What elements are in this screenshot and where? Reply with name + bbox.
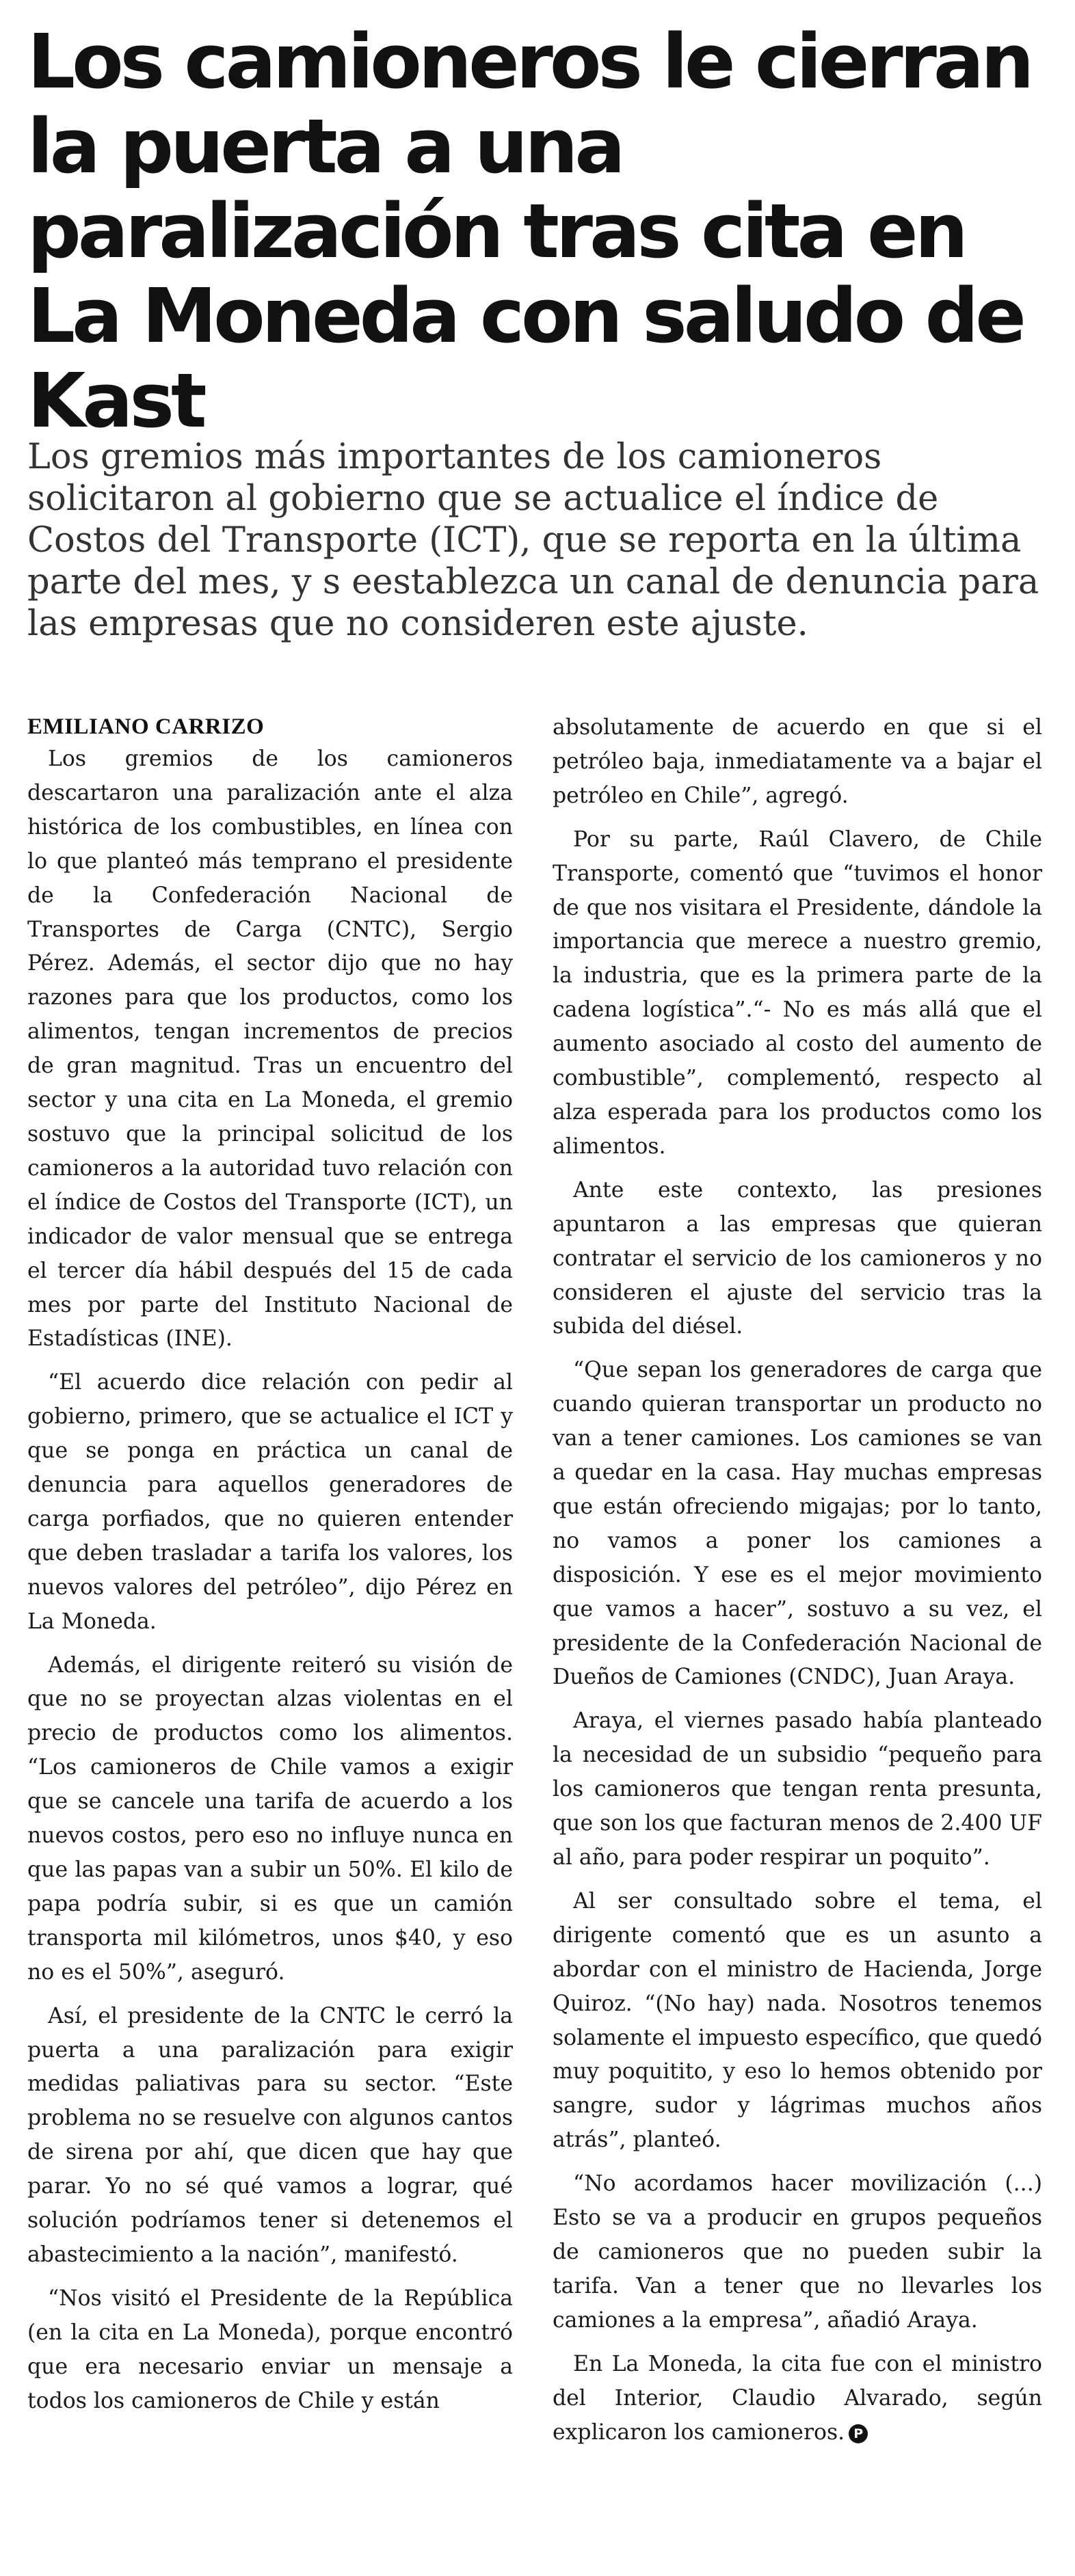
article-paragraph: Al ser consultado sobre el tema, el dirigente comentó que es un asunto a abordar con el ministro de Hacienda, Jorge Quiroz. “(No hay) nada. Nosotros tenemos solamente el impuesto específico, que quedó muy poquitito, y eso lo hemos obtenido por sangre, sudor y lágrimas muchos años atrás”, planteó.: [553, 1888, 1042, 2153]
article-paragraph: “Nos visitó el Presidente de la República (en la cita en La Moneda), porque encontró que era necesario enviar un mensaje a todos los camioneros de Chile y están: [27, 2285, 513, 2413]
article-column-left: [27, 711, 513, 2557]
article-column-right: [553, 711, 1042, 2557]
article-paragraph: Los gremios de los camioneros descartaron una paralización ante el alza histórica de los combustibles, en línea con lo que planteó más temprano el presidente de la Confederación Nacional de Transportes de Carga (CNTC), Sergio Pérez. Además, el sector dijo que no hay razones para que los productos, como los alimentos, tengan incrementos de precios de gran magnitud. Tras un encuentro del sector y una cita en La Moneda, el gremio sostuvo que la principal solicitud de los camioneros a la autoridad tuvo relación con el índice de Costos del Transporte (ICT), un indicador de valor mensual que se entrega el tercer día hábil después del 15 de cada mes por parte del Instituto Nacional de Estadísticas (INE).: [27, 747, 513, 1352]
article-paragraph: “No acordamos hacer movilización (...) Esto se va a producir en grupos pequeños de camioneros que no pueden subir la tarifa. Van a tener que no llevarles los camiones a la empresa”, añadió Araya.: [553, 2171, 1042, 2333]
publication-end-mark-icon: P: [849, 2424, 868, 2443]
article-paragraph-last: [553, 2348, 1042, 2450]
article-deck: Los gremios más importantes de los camioneros solicitaron al gobierno que se actualice el índice de Costos del Transporte (ICT), que se reporta en la última parte del mes, y s eestablezca un canal de denuncia para las empresas que no consideren este ajuste.: [27, 437, 1039, 644]
article-paragraph: Así, el presidente de la CNTC le cerró la puerta a una paralización para exigir medidas paliativas para su sector. “Este problema no se resuelve con algunos cantos de sirena por ahí, que dicen que hay que parar. Yo no sé qué vamos a lograr, qué solución podríamos tener si detenemos el abastecimiento a la nación”, manifestó.: [27, 2003, 513, 2267]
article-paragraph: absolutamente de acuerdo en que si el petróleo baja, inmediatamente va a bajar el petróleo en Chile”, agregó.: [553, 715, 1042, 808]
article-paragraph-last-text: En La Moneda, la cita fue con el ministro del Interior, Claudio Alvarado, según explicaron los camioneros.: [553, 2351, 1042, 2445]
article-paragraph: “El acuerdo dice relación con pedir al gobierno, primero, que se actualice el ICT y que se ponga en práctica un canal de denuncia para aquellos generadores de carga porfiados, que no quieren entender que deben trasladar a tarifa los valores, los nuevos valores del petróleo”, dijo Pérez en La Moneda.: [27, 1370, 513, 1634]
article-paragraph: “Que sepan los generadores de carga que cuando quieran transportar un producto no van a tener camiones. Los camiones se van a quedar en la casa. Hay muchas empresas que están ofreciendo migajas; por lo tanto, no vamos a poner los camiones a disposición. Y ese es el mejor movimiento que vamos a hacer”, sostuvo a su vez, el presidente de la Confederación Nacional de Dueños de Camiones (CNDC), Juan Araya.: [553, 1358, 1042, 1690]
article-paragraph: Ante este contexto, las presiones apuntaron a las empresas que quieran contratar el servicio de los camioneros y no consideren el ajuste del servicio tras la subida del diésel.: [553, 1177, 1042, 1339]
article-byline: EMILIANO CARRIZO: [27, 714, 265, 739]
article-paragraph: Además, el dirigente reiteró su visión de que no se proyectan alzas violentas en el precio de productos como los alimentos. “Los camioneros de Chile vamos a exigir que se cancele una tarifa de acuerdo a los nuevos costos, pero eso no influye nunca en que las papas van a subir un 50%. El kilo de papa podría subir, si es que un camión transporta mil kilómetros, unos $40, y eso no es el 50%”, aseguró.: [27, 1652, 513, 1985]
article-paragraph: Por su parte, Raúl Clavero, de Chile Transporte, comentó que “tuvimos el honor de que nos visitara el Presidente, dándole la importancia que merece a nuestro gremio, la industria, que es la primera parte de la cadena logística”.“- No es más allá que el aumento asociado al costo del aumento de combustible”, complementó, respecto al alza esperada para los productos como los alimentos.: [553, 827, 1042, 1159]
article-paragraph: Araya, el viernes pasado había planteado la necesidad de un subsidio “pequeño para los camioneros que tengan renta presunta, que son los que facturan menos de 2.400 UF al año, para poder respirar un poquito”.: [553, 1708, 1042, 1870]
article-headline: Los camioneros le cierran la puerta a una paralización tras cita en La Moneda con saludo de Kast: [27, 18, 1031, 444]
